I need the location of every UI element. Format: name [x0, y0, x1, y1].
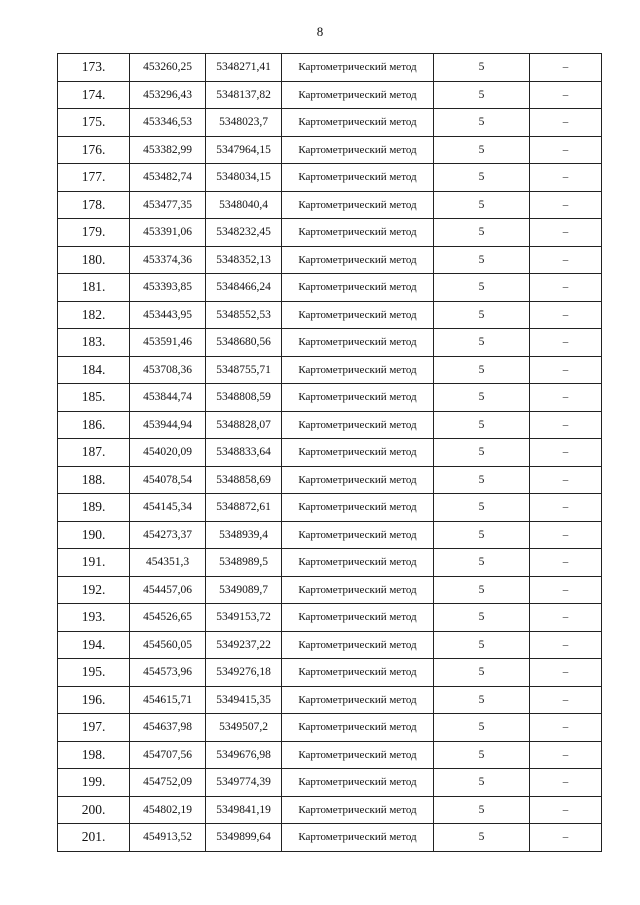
accuracy-cell: 5: [434, 521, 530, 549]
note-cell: –: [530, 356, 602, 384]
method-cell: Картометрический метод: [282, 136, 434, 164]
note-cell: –: [530, 521, 602, 549]
note-cell: –: [530, 659, 602, 687]
point-number-cell: 175.: [58, 109, 130, 137]
x-coordinate-cell: 454351,3: [130, 549, 206, 577]
y-coordinate-cell: 5348137,82: [206, 81, 282, 109]
method-cell: Картометрический метод: [282, 301, 434, 329]
table-row: [58, 109, 602, 137]
table-row: [58, 356, 602, 384]
method-cell: Картометрический метод: [282, 521, 434, 549]
table-row: [58, 604, 602, 632]
table-row: [58, 521, 602, 549]
table-row: [58, 274, 602, 302]
accuracy-cell: 5: [434, 631, 530, 659]
note-cell: –: [530, 329, 602, 357]
point-number-cell: 188.: [58, 466, 130, 494]
method-cell: Картометрический метод: [282, 604, 434, 632]
table-row: [58, 246, 602, 274]
point-number-cell: 193.: [58, 604, 130, 632]
method-cell: Картометрический метод: [282, 741, 434, 769]
point-number-cell: 189.: [58, 494, 130, 522]
accuracy-cell: 5: [434, 494, 530, 522]
x-coordinate-cell: 453443,95: [130, 301, 206, 329]
point-number-cell: 186.: [58, 411, 130, 439]
accuracy-cell: 5: [434, 164, 530, 192]
x-coordinate-cell: 454145,34: [130, 494, 206, 522]
accuracy-cell: 5: [434, 576, 530, 604]
note-cell: –: [530, 439, 602, 467]
point-number-cell: 191.: [58, 549, 130, 577]
accuracy-cell: 5: [434, 824, 530, 852]
note-cell: –: [530, 494, 602, 522]
x-coordinate-cell: 454752,09: [130, 769, 206, 797]
y-coordinate-cell: 5348989,5: [206, 549, 282, 577]
method-cell: Картометрический метод: [282, 81, 434, 109]
y-coordinate-cell: 5348872,61: [206, 494, 282, 522]
x-coordinate-cell: 453346,53: [130, 109, 206, 137]
point-number-cell: 199.: [58, 769, 130, 797]
x-coordinate-cell: 453260,25: [130, 54, 206, 82]
y-coordinate-cell: 5348023,7: [206, 109, 282, 137]
x-coordinate-cell: 453844,74: [130, 384, 206, 412]
page-number: 8: [316, 24, 324, 39]
method-cell: Картометрический метод: [282, 164, 434, 192]
x-coordinate-cell: 454802,19: [130, 796, 206, 824]
accuracy-cell: 5: [434, 384, 530, 412]
table-row: [58, 384, 602, 412]
accuracy-cell: 5: [434, 136, 530, 164]
method-cell: Картометрический метод: [282, 466, 434, 494]
y-coordinate-cell: 5348352,13: [206, 246, 282, 274]
y-coordinate-cell: 5348939,4: [206, 521, 282, 549]
accuracy-cell: 5: [434, 356, 530, 384]
x-coordinate-cell: 454457,06: [130, 576, 206, 604]
table-row: [58, 191, 602, 219]
table-row: [58, 164, 602, 192]
point-number-cell: 197.: [58, 714, 130, 742]
table-row: [58, 714, 602, 742]
accuracy-cell: 5: [434, 109, 530, 137]
accuracy-cell: 5: [434, 686, 530, 714]
y-coordinate-cell: 5348232,45: [206, 219, 282, 247]
note-cell: –: [530, 604, 602, 632]
point-number-cell: 173.: [58, 54, 130, 82]
point-number-cell: 174.: [58, 81, 130, 109]
y-coordinate-cell: 5348040,4: [206, 191, 282, 219]
x-coordinate-cell: 454273,37: [130, 521, 206, 549]
x-coordinate-cell: 454573,96: [130, 659, 206, 687]
y-coordinate-cell: 5348828,07: [206, 411, 282, 439]
table-row: [58, 494, 602, 522]
table-row: [58, 301, 602, 329]
y-coordinate-cell: 5349276,18: [206, 659, 282, 687]
note-cell: –: [530, 109, 602, 137]
note-cell: –: [530, 769, 602, 797]
point-number-cell: 201.: [58, 824, 130, 852]
table-row: [58, 741, 602, 769]
table-row: [58, 439, 602, 467]
note-cell: –: [530, 686, 602, 714]
method-cell: Картометрический метод: [282, 356, 434, 384]
x-coordinate-cell: 453477,35: [130, 191, 206, 219]
method-cell: Картометрический метод: [282, 631, 434, 659]
point-number-cell: 183.: [58, 329, 130, 357]
note-cell: –: [530, 824, 602, 852]
table-row: [58, 796, 602, 824]
table-row: [58, 659, 602, 687]
method-cell: Картометрический метод: [282, 246, 434, 274]
y-coordinate-cell: 5349415,35: [206, 686, 282, 714]
accuracy-cell: 5: [434, 741, 530, 769]
point-number-cell: 176.: [58, 136, 130, 164]
x-coordinate-cell: 454560,05: [130, 631, 206, 659]
method-cell: Картометрический метод: [282, 686, 434, 714]
x-coordinate-cell: 454637,98: [130, 714, 206, 742]
y-coordinate-cell: 5348552,53: [206, 301, 282, 329]
accuracy-cell: 5: [434, 439, 530, 467]
note-cell: –: [530, 466, 602, 494]
method-cell: Картометрический метод: [282, 769, 434, 797]
x-coordinate-cell: 454020,09: [130, 439, 206, 467]
point-number-cell: 190.: [58, 521, 130, 549]
table-row: [58, 329, 602, 357]
note-cell: –: [530, 301, 602, 329]
coordinates-table-body: [58, 54, 602, 852]
coordinates-table: [57, 53, 602, 852]
accuracy-cell: 5: [434, 659, 530, 687]
method-cell: Картометрический метод: [282, 274, 434, 302]
table-row: [58, 411, 602, 439]
x-coordinate-cell: 454615,71: [130, 686, 206, 714]
accuracy-cell: 5: [434, 466, 530, 494]
accuracy-cell: 5: [434, 796, 530, 824]
accuracy-cell: 5: [434, 246, 530, 274]
x-coordinate-cell: 453391,06: [130, 219, 206, 247]
method-cell: Картометрический метод: [282, 659, 434, 687]
y-coordinate-cell: 5348833,64: [206, 439, 282, 467]
table-row: [58, 576, 602, 604]
x-coordinate-cell: 454526,65: [130, 604, 206, 632]
accuracy-cell: 5: [434, 549, 530, 577]
note-cell: –: [530, 384, 602, 412]
method-cell: Картометрический метод: [282, 824, 434, 852]
y-coordinate-cell: 5349899,64: [206, 824, 282, 852]
method-cell: Картометрический метод: [282, 796, 434, 824]
note-cell: –: [530, 411, 602, 439]
point-number-cell: 198.: [58, 741, 130, 769]
table-row: [58, 466, 602, 494]
y-coordinate-cell: 5348858,69: [206, 466, 282, 494]
method-cell: Картометрический метод: [282, 549, 434, 577]
note-cell: –: [530, 164, 602, 192]
x-coordinate-cell: 454707,56: [130, 741, 206, 769]
point-number-cell: 184.: [58, 356, 130, 384]
y-coordinate-cell: 5349774,39: [206, 769, 282, 797]
method-cell: Картометрический метод: [282, 54, 434, 82]
note-cell: –: [530, 274, 602, 302]
point-number-cell: 194.: [58, 631, 130, 659]
point-number-cell: 187.: [58, 439, 130, 467]
point-number-cell: 180.: [58, 246, 130, 274]
table-row: [58, 769, 602, 797]
accuracy-cell: 5: [434, 191, 530, 219]
note-cell: –: [530, 219, 602, 247]
method-cell: Картометрический метод: [282, 384, 434, 412]
y-coordinate-cell: 5349841,19: [206, 796, 282, 824]
point-number-cell: 177.: [58, 164, 130, 192]
accuracy-cell: 5: [434, 301, 530, 329]
accuracy-cell: 5: [434, 769, 530, 797]
method-cell: Картометрический метод: [282, 191, 434, 219]
y-coordinate-cell: 5348755,71: [206, 356, 282, 384]
y-coordinate-cell: 5349676,98: [206, 741, 282, 769]
x-coordinate-cell: 454078,54: [130, 466, 206, 494]
table-row: [58, 686, 602, 714]
note-cell: –: [530, 714, 602, 742]
method-cell: Картометрический метод: [282, 494, 434, 522]
note-cell: –: [530, 191, 602, 219]
y-coordinate-cell: 5348034,15: [206, 164, 282, 192]
table-row: [58, 549, 602, 577]
point-number-cell: 192.: [58, 576, 130, 604]
y-coordinate-cell: 5348808,59: [206, 384, 282, 412]
point-number-cell: 178.: [58, 191, 130, 219]
y-coordinate-cell: 5348466,24: [206, 274, 282, 302]
point-number-cell: 200.: [58, 796, 130, 824]
note-cell: –: [530, 796, 602, 824]
point-number-cell: 181.: [58, 274, 130, 302]
point-number-cell: 179.: [58, 219, 130, 247]
accuracy-cell: 5: [434, 329, 530, 357]
accuracy-cell: 5: [434, 411, 530, 439]
note-cell: –: [530, 576, 602, 604]
table-row: [58, 824, 602, 852]
note-cell: –: [530, 136, 602, 164]
x-coordinate-cell: 453708,36: [130, 356, 206, 384]
accuracy-cell: 5: [434, 714, 530, 742]
accuracy-cell: 5: [434, 81, 530, 109]
table-row: [58, 219, 602, 247]
x-coordinate-cell: 453591,46: [130, 329, 206, 357]
point-number-cell: 185.: [58, 384, 130, 412]
accuracy-cell: 5: [434, 219, 530, 247]
y-coordinate-cell: 5349153,72: [206, 604, 282, 632]
accuracy-cell: 5: [434, 604, 530, 632]
accuracy-cell: 5: [434, 54, 530, 82]
y-coordinate-cell: 5349089,7: [206, 576, 282, 604]
x-coordinate-cell: 453374,36: [130, 246, 206, 274]
table-row: [58, 631, 602, 659]
y-coordinate-cell: 5348271,41: [206, 54, 282, 82]
method-cell: Картометрический метод: [282, 411, 434, 439]
x-coordinate-cell: 453482,74: [130, 164, 206, 192]
y-coordinate-cell: 5348680,56: [206, 329, 282, 357]
x-coordinate-cell: 453382,99: [130, 136, 206, 164]
point-number-cell: 196.: [58, 686, 130, 714]
method-cell: Картометрический метод: [282, 219, 434, 247]
table-row: [58, 136, 602, 164]
note-cell: –: [530, 631, 602, 659]
x-coordinate-cell: 454913,52: [130, 824, 206, 852]
table-row: [58, 81, 602, 109]
note-cell: –: [530, 741, 602, 769]
table-row: [58, 54, 602, 82]
method-cell: Картометрический метод: [282, 109, 434, 137]
y-coordinate-cell: 5349237,22: [206, 631, 282, 659]
y-coordinate-cell: 5347964,15: [206, 136, 282, 164]
method-cell: Картометрический метод: [282, 714, 434, 742]
method-cell: Картометрический метод: [282, 329, 434, 357]
note-cell: –: [530, 81, 602, 109]
method-cell: Картометрический метод: [282, 439, 434, 467]
x-coordinate-cell: 453944,94: [130, 411, 206, 439]
x-coordinate-cell: 453296,43: [130, 81, 206, 109]
accuracy-cell: 5: [434, 274, 530, 302]
note-cell: –: [530, 549, 602, 577]
y-coordinate-cell: 5349507,2: [206, 714, 282, 742]
x-coordinate-cell: 453393,85: [130, 274, 206, 302]
point-number-cell: 195.: [58, 659, 130, 687]
point-number-cell: 182.: [58, 301, 130, 329]
method-cell: Картометрический метод: [282, 576, 434, 604]
note-cell: –: [530, 246, 602, 274]
note-cell: –: [530, 54, 602, 82]
